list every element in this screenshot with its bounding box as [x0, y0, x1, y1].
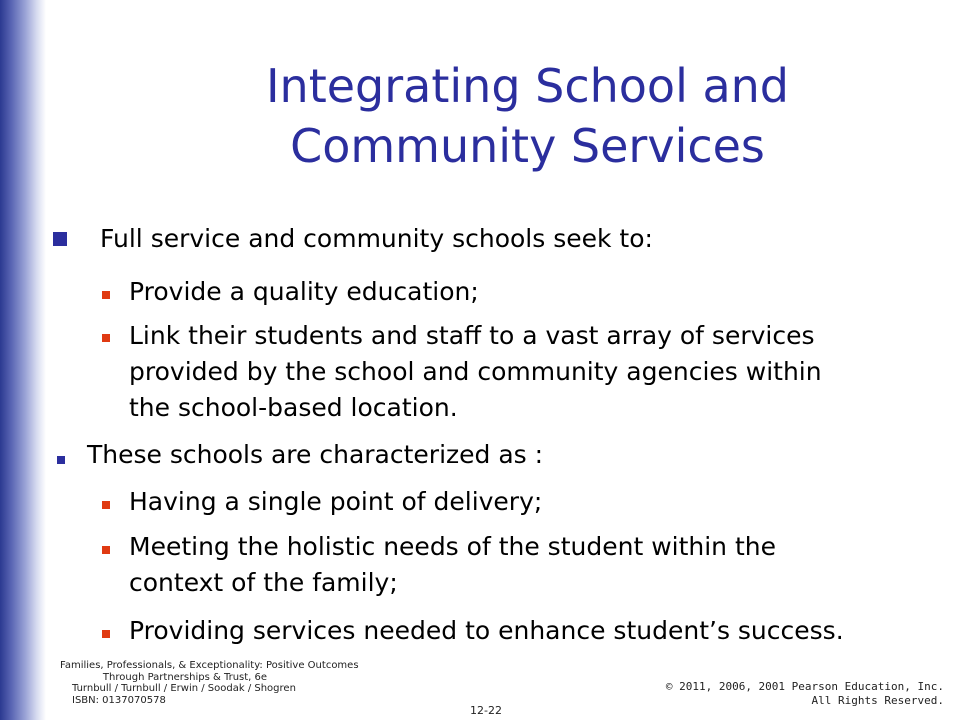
sub-bullet-2-3: Providing services needed to enhance student’s success.: [129, 616, 844, 645]
sub-bullet-2-2-line2: context of the family;: [129, 568, 398, 597]
sub-bullet-2-2-line1: Meeting the holistic needs of the student within the: [129, 532, 776, 561]
copyright-text: © 2011, 2006, 2001 Pearson Education, Inc.: [665, 680, 944, 693]
sub-bullet-1-1: Provide a quality education;: [129, 277, 479, 306]
sub-bullet-icon: [102, 546, 110, 554]
sub-bullet-icon: [102, 334, 110, 342]
sub-bullet-1-2-line3: the school-based location.: [129, 393, 458, 422]
rights-text: All Rights Reserved.: [811, 694, 944, 707]
bullet-main-1: Full service and community schools seek to:: [100, 224, 653, 253]
footer-book-line2: Through Partnerships & Trust, 6e: [102, 671, 268, 683]
title-line-2: Community Services: [290, 119, 765, 173]
footer-copyright: [666, 680, 944, 708]
sub-bullet-2-1: Having a single point of delivery;: [129, 487, 543, 516]
bullet-square-icon: [53, 232, 67, 246]
sub-bullet-icon: [102, 630, 110, 638]
footer-book-line1: Families, Professionals, & Exceptionality: Positive Outcomes: [60, 660, 359, 671]
sub-bullet-icon: [102, 291, 110, 299]
sub-bullet-1-2-line1: Link their students and staff to a vast array of services: [129, 321, 815, 350]
footer-authors: Turnbull / Turnbull / Erwin / Soodak / Shogren: [72, 683, 296, 694]
bullet-square-icon: [57, 456, 65, 464]
page-number: 12-22: [470, 704, 502, 717]
footer-book-info: [60, 660, 359, 706]
title-line-1: Integrating School and: [265, 59, 790, 113]
bullet-main-2: These schools are characterized as :: [87, 440, 544, 469]
sub-bullet-icon: [102, 501, 110, 509]
sub-bullet-1-2-line2: provided by the school and community agencies within: [129, 357, 822, 386]
footer-isbn: ISBN: 0137070578: [72, 694, 166, 706]
